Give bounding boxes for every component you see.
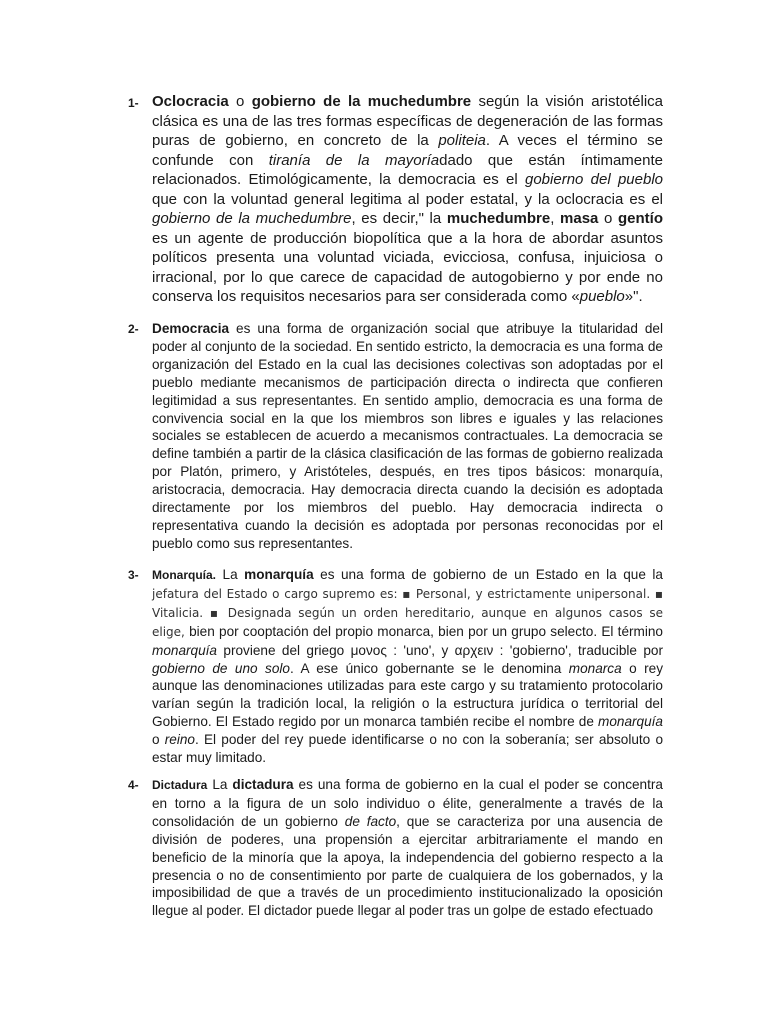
term-heading: Oclocracia (152, 93, 229, 110)
term-heading: Dictadura (152, 778, 208, 792)
term-bold: muchedumbre (446, 210, 551, 227)
term-italic: gobierno del pueblo (525, 171, 663, 188)
term-bold: gentío (618, 210, 663, 227)
term-italic: de facto (344, 813, 397, 829)
term-italic: politeia (438, 132, 486, 149)
term-italic: monarca (568, 660, 622, 676)
term-bold: monarquía (244, 567, 314, 582)
pasted-list-text: jefatura del Estado o cargo supremo es: ▪ Personal, y estrictamente unipersonal. ▪ Vitalicia. ▪ Designada según un orden hereditario, aunque en algunos casos se elige, (152, 586, 663, 639)
term-italic: pueblo (579, 288, 625, 305)
term-italic: gobierno de uno solo (152, 660, 290, 676)
list-item-dictadura (128, 776, 663, 920)
item-paragraph: Monarquía. La monarquía es una forma de gobierno de un Estado en la que la jefatura del Estado o cargo supremo es: ▪ Personal, y estrictamente unipersonal. ▪ Vitalicia. ▪ Designada según un orden hereditario, aunque en algunos casos se elige, bien por cooptación del propio monarca, bien por un grupo selecto. El término monarquía proviene del griego μονος : 'uno', y αρχειν : 'gobierno', traducible por gobierno de uno solo. A ese único gobernante se le denomina monarca o rey aunque las denominaciones utilizadas para este cargo y su tratamiento protocolario varían según la tradición local, la religión o la estructura jurídica o territorial del Gobierno. El Estado regido por un monarca también recibe el nombre de monarquía o reino. El poder del rey puede identificarse o no con la soberanía; ser absoluto o estar muy limitado. (152, 567, 663, 766)
list-item-democracia (128, 320, 663, 553)
term-italic: tiranía de la mayoría (268, 151, 440, 169)
list-item-oclocracia (128, 92, 663, 307)
item-number: 2- (128, 322, 139, 336)
term-italic: gobierno de la muchedumbre (152, 210, 352, 227)
item-number: 1- (128, 96, 139, 110)
item-paragraph: Oclocracia o gobierno de la muchedumbre según la visión aristotélica clásica es una de las tres formas específicas de degeneración de las formas puras de gobierno, en concreto de la politeia. A veces el término se confunde con tiranía de la mayoríadado que están íntimamente relacionados. Etimológicamente, la democracia es el gobierno del pueblo que con la voluntad general legitima al poder estatal, y la oclocracia es el gobierno de la muchedumbre, es decir," la muchedumbre, masa o gentío es un agente de producción biopolítica que a la hora de abordar asuntos políticos presenta una voluntad viciada, evicciosa, confusa, injuiciosa o irracional, por lo que carece de capacidad de autogobierno y por ende no conserva los requisitos necesarios para ser considerada como «pueblo»". (152, 93, 663, 305)
term-bold: dictadura (232, 777, 294, 792)
term-italic: monarquía (598, 714, 663, 730)
term-italic: monarquía (152, 642, 217, 658)
term-heading: Monarquía. (152, 568, 217, 582)
list-item-monarquia (128, 566, 663, 767)
item-number: 3- (128, 568, 139, 582)
item-paragraph: Dictadura La dictadura es una forma de gobierno en la cual el poder se concentra en torno a la figura de un solo individuo o élite, generalmente a través de la consolidación de un gobierno de facto, que se caracteriza por una ausencia de división de poderes, una propensión a ejercitar arbitrariamente el mando en beneficio de la minoría que la apoya, la independencia del gobierno respecto a la presencia o no de consentimiento por parte de cualquiera de los gobernados, y la imposibilidad de que a través de un procedimiento institucionalizado la oposición llegue al poder. El dictador puede llegar al poder tras un golpe de estado efectuado (152, 777, 663, 919)
term-bold: gobierno de la muchedumbre (251, 93, 472, 110)
term-bold: masa (560, 210, 599, 227)
term-heading: Democracia (152, 321, 230, 336)
item-paragraph: Democracia es una forma de organización social que atribuye la titularidad del poder al conjunto de la sociedad. En sentido estricto, la democracia es una forma de organización del Estado en la cual las decisiones colectivas son adoptadas por el pueblo mediante mecanismos de participación directa o indirecta que confieren legitimidad a sus representantes. En sentido amplio, democracia es una forma de convivencia social en la que los miembros son libres e iguales y las relaciones sociales se establecen de acuerdo a mecanismos contractuales. La democracia se define también a partir de la clásica clasificación de las formas de gobierno realizada por Platón, primero, y Aristóteles, después, en tres tipos básicos: monarquía, aristocracia, democracia. Hay democracia directa cuando la decisión es adoptada directamente por los miembros del pueblo. Hay democracia indirecta o representativa cuando la decisión es adoptada por personas reconocidas por el pueblo como sus representantes. (152, 321, 663, 551)
term-italic: reino (164, 732, 195, 748)
item-number: 4- (128, 778, 139, 792)
